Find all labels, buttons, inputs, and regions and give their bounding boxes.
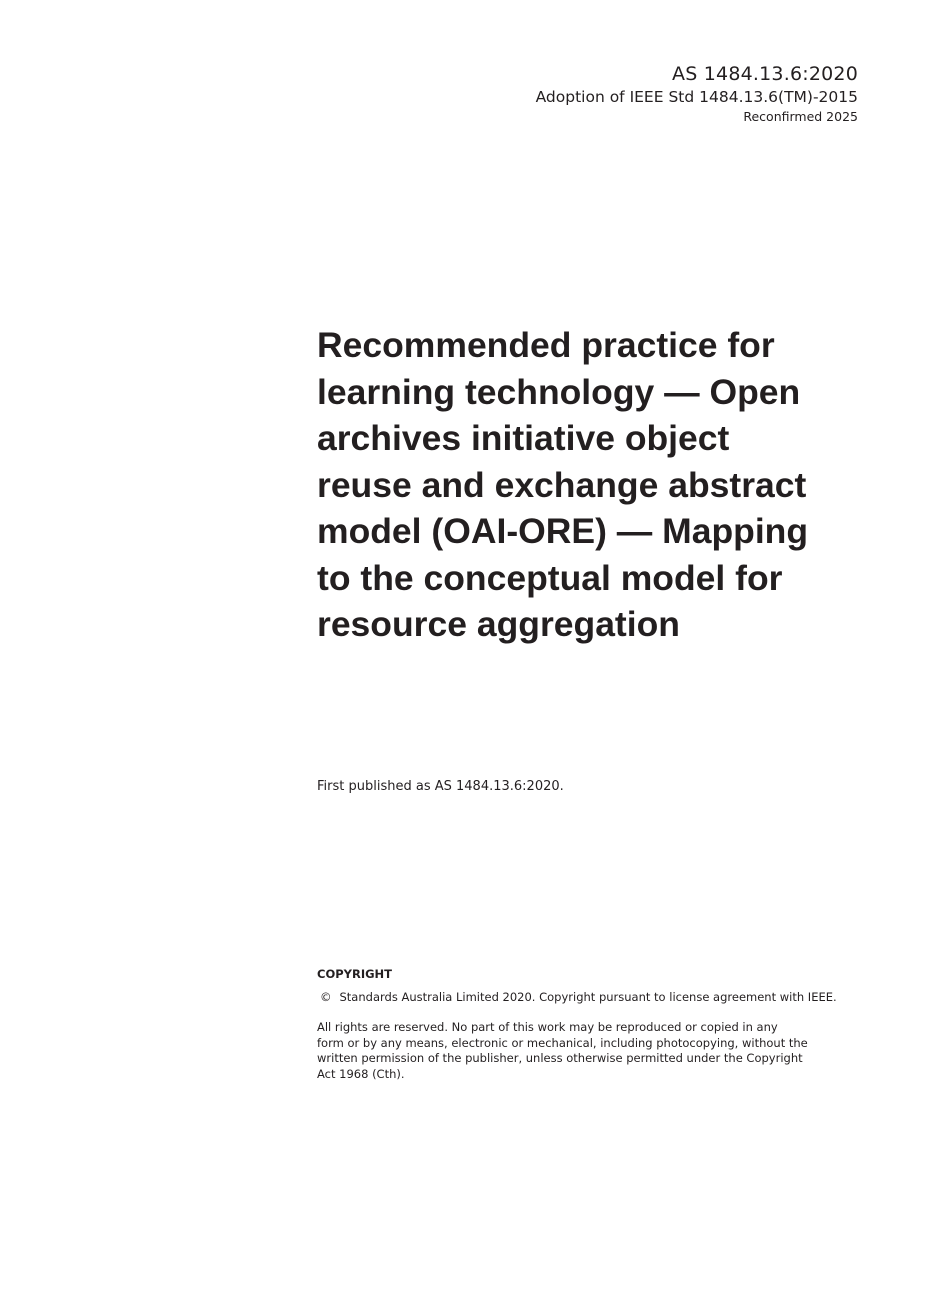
document-title — [317, 322, 877, 648]
standard-number: AS 1484.13.6:2020 — [672, 63, 858, 85]
title-line: model (OAI-ORE) — Mapping — [317, 511, 809, 551]
title-line: Recommended practice for — [317, 325, 775, 365]
copyright-heading: COPYRIGHT — [317, 967, 393, 981]
adoption-statement: Adoption of IEEE Std 1484.13.6(TM)-2015 — [535, 88, 858, 106]
rights-line: All rights are reserved. No part of this work may be reproduced or copied in any — [317, 1020, 778, 1034]
reconfirmed-note: Reconfirmed 2025 — [743, 109, 858, 124]
rights-line: form or by any means, electronic or mechanical, including photocopying, without the — [317, 1035, 808, 1050]
copyright-notice: Standards Australia Limited 2020. Copyright pursuant to license agreement with IEEE. — [339, 990, 837, 1004]
title-line: archives initiative object — [317, 418, 730, 458]
title-line: to the conceptual model for — [317, 557, 783, 598]
copyright-notice-line — [317, 989, 877, 1005]
first-published-note: First published as AS 1484.13.6:2020. — [317, 779, 564, 794]
rights-statement — [317, 1020, 877, 1082]
title-line: learning technology — Open — [317, 371, 801, 412]
copyright-section — [317, 966, 877, 1082]
rights-line: written permission of the publisher, unless otherwise permitted under the Copyright — [317, 1051, 803, 1065]
title-line: resource aggregation — [317, 604, 680, 644]
rights-line: Act 1968 (Cth). — [317, 1066, 405, 1081]
copyright-symbol-icon: © — [320, 990, 332, 1004]
title-line: reuse and exchange abstract — [317, 464, 807, 505]
document-header — [536, 62, 858, 125]
